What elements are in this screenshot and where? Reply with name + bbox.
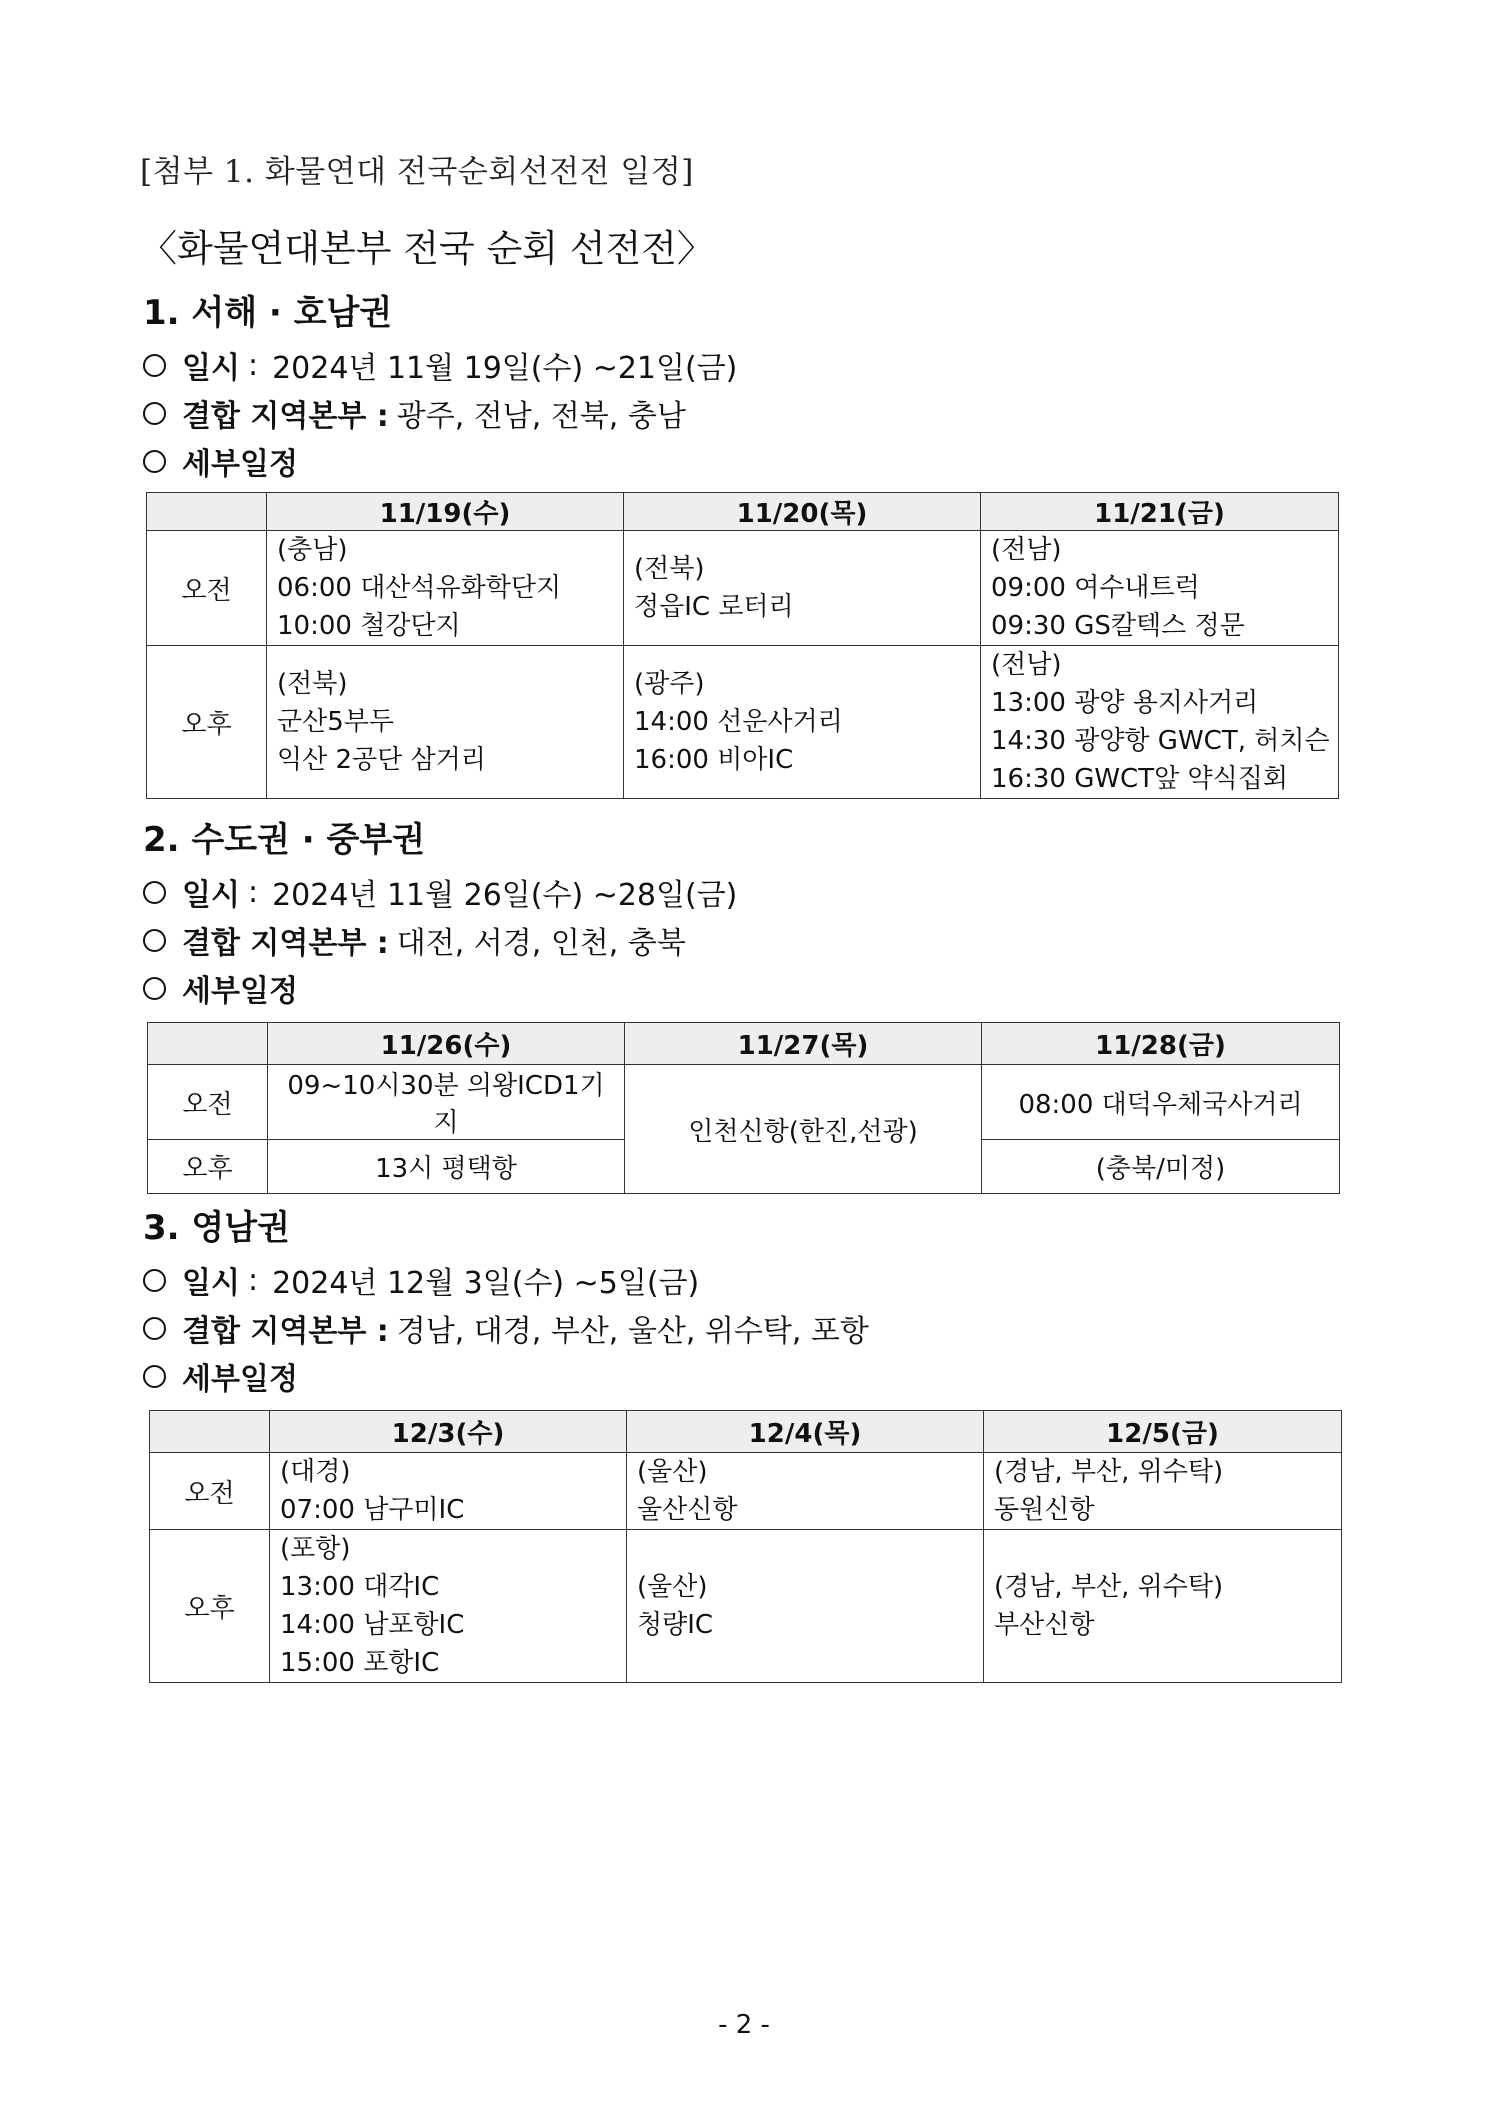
cell-line: 09:30 GS칼텍스 정문 [991,611,1245,641]
table-cell: 09~10시30분 의왕ICD1기지 [268,1065,625,1140]
header-day: 11/21(금) [981,493,1339,531]
cell-line: (전남) [991,650,1062,680]
header-day: 11/27(목) [625,1023,982,1065]
page-number: - 2 - [718,2010,770,2040]
cell-line: (울산) [637,1572,708,1602]
table-cell [981,646,1339,799]
document-title: 〈화물연대본부 전국 순회 선전전〉 [140,227,714,270]
cell-line: (경남, 부산, 위수탁) [994,1572,1224,1602]
cell-line: (전북) [634,554,705,584]
header-corner [147,493,267,531]
branch-label: 결합 지역본부 : [182,399,389,434]
branch-line [143,1306,869,1350]
cell-line: 익산 2공단 삼거리 [277,745,486,775]
section-heading: 1. 서해 · 호남권 [143,293,393,333]
header-day: 11/20(목) [624,493,981,531]
branch-value: 경남, 대경, 부산, 울산, 위수탁, 포항 [396,1314,869,1349]
table-cell [624,531,981,646]
header-corner [150,1411,270,1453]
branch-value: 대전, 서경, 인천, 충북 [396,926,686,961]
cell-line: 06:00 대산석유화학단지 [277,573,562,603]
cell-line: (전남) [991,535,1062,565]
cell-line: 14:00 남포항IC [280,1610,465,1640]
table-header-row [148,1023,1340,1065]
cell-line: (전북) [277,669,348,699]
cell-line: (포항) [280,1534,351,1564]
colon: : [247,347,259,383]
cell-line: (광주) [634,669,705,699]
header-day: 11/28(금) [982,1023,1340,1065]
table-cell: (충북/미정) [982,1140,1340,1194]
table-cell [981,531,1339,646]
row-label-am: 오전 [148,1065,268,1140]
table-row-am [148,1065,1340,1140]
circle-bullet-icon [143,402,166,425]
circle-bullet-icon [143,929,166,952]
cell-line: 울산신항 [637,1495,738,1525]
cell-line: (충남) [277,535,348,565]
cell-line: 09:00 여수내트럭 [991,573,1200,603]
detail-line [143,439,306,483]
table-header-row [150,1411,1342,1453]
cell-line: 군산5부두 [277,707,395,737]
table-cell [984,1453,1342,1530]
table-row-pm [147,646,1339,799]
detail-label: 세부일정 [182,974,298,1009]
circle-bullet-icon [143,1269,166,1292]
table-cell [627,1530,984,1683]
cell-line: 16:30 GWCT앞 약식집회 [991,764,1288,794]
row-label-pm: 오후 [148,1140,268,1194]
cell-line: 07:00 남구미IC [280,1495,465,1525]
cell-line: (경남, 부산, 위수탁) [994,1457,1224,1487]
branch-line [143,391,686,435]
cell-line: 동원신항 [994,1495,1095,1525]
cell-line: 14:00 선운사거리 [634,707,843,737]
table-header-row [147,493,1339,531]
cell-line: 15:00 포항IC [280,1648,440,1678]
detail-line [143,1354,306,1398]
row-label-am: 오전 [147,531,267,646]
detail-label: 세부일정 [182,1362,298,1397]
table-cell: 08:00 대덕우체국사거리 [982,1065,1340,1140]
branch-value: 광주, 전남, 전북, 충남 [396,399,686,434]
date-value: 2024년 11월 19일(수) ~21일(금) [272,351,738,386]
circle-bullet-icon [143,354,166,377]
row-label-am: 오전 [150,1453,270,1530]
date-line [143,870,737,914]
circle-bullet-icon [143,450,166,473]
branch-line [143,918,686,962]
cell-line: 14:30 광양항 GWCT, 허치슨 [991,726,1330,756]
table-row-am [147,531,1339,646]
header-day: 11/19(수) [267,493,624,531]
table-row-am [150,1453,1342,1530]
date-line [143,1258,699,1302]
cell-line: 16:00 비아IC [634,745,794,775]
section-heading: 2. 수도권 · 중부권 [143,820,426,860]
header-day: 11/26(수) [268,1023,625,1065]
table-cell [624,646,981,799]
table-cell [627,1453,984,1530]
circle-bullet-icon [143,1365,166,1388]
schedule-table-3 [149,1410,1342,1683]
header-day: 12/5(금) [984,1411,1342,1453]
date-value: 2024년 12월 3일(수) ~5일(금) [272,1266,700,1301]
cell-line: 정읍IC 로터리 [634,592,794,622]
cell-line: 부산신항 [994,1610,1095,1640]
table-row-pm [150,1530,1342,1683]
table-cell: 13시 평택항 [268,1140,625,1194]
cell-line: (대경) [280,1457,351,1487]
circle-bullet-icon [143,881,166,904]
schedule-table-2 [147,1022,1340,1194]
attachment-label: [첨부 1. 화물연대 전국순회선전전 일정] [140,154,694,190]
date-label: 일시 [182,878,240,913]
cell-line: 13:00 대각IC [280,1572,440,1602]
detail-label: 세부일정 [182,447,298,482]
table-cell [270,1530,627,1683]
branch-label: 결합 지역본부 : [182,1314,389,1349]
date-label: 일시 [182,351,240,386]
date-label: 일시 [182,1266,240,1301]
header-day: 12/4(목) [627,1411,984,1453]
circle-bullet-icon [143,1317,166,1340]
cell-line: 10:00 철강단지 [277,611,461,641]
branch-label: 결합 지역본부 : [182,926,389,961]
row-label-pm: 오후 [150,1530,270,1683]
table-cell-merged: 인천신항(한진,선광) [625,1065,982,1194]
date-value: 2024년 11월 26일(수) ~28일(금) [272,878,738,913]
section-heading: 3. 영남권 [143,1208,290,1248]
cell-line: 13:00 광양 용지사거리 [991,688,1259,718]
colon: : [247,1262,259,1298]
cell-line: (울산) [637,1457,708,1487]
detail-line [143,966,306,1010]
cell-line: 청량IC [637,1610,714,1640]
header-corner [148,1023,268,1065]
circle-bullet-icon [143,977,166,1000]
table-cell [267,531,624,646]
header-day: 12/3(수) [270,1411,627,1453]
schedule-table-1 [146,492,1339,799]
row-label-pm: 오후 [147,646,267,799]
date-line [143,343,737,387]
table-cell [267,646,624,799]
colon: : [247,874,259,910]
table-cell [984,1530,1342,1683]
table-cell [270,1453,627,1530]
